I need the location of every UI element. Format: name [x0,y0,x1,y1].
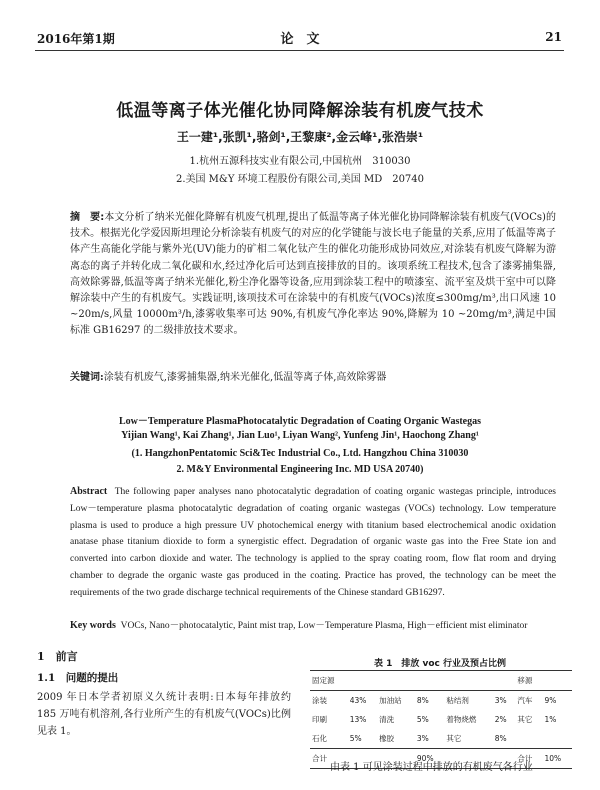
section-label: 论 文 [280,32,320,47]
table-cell: 5% [349,734,362,743]
keywords-cn [70,371,556,385]
table-cell: 3% [494,696,507,705]
table-cell: 石化 [312,734,327,743]
keywords-en-text: VOCs, Nano－photocatalytic, Paint mist trap, Low－Temperature Plasma, High－efficient mist eliminator [120,621,528,631]
table-cell: 8% [416,696,429,705]
abstract-en [70,484,556,602]
table-total-cell: 10% [542,749,572,769]
table-cell: 汽车 [517,696,533,705]
voc-table [310,670,572,769]
affiliation-2: 2.美国 M&Y 环境工程股份有限公司,美国 MD 20740 [175,174,425,185]
table-row [310,729,572,749]
body-paragraph: 2009 年日本学者初原义久统计表明:日本每年排放约 185 万吨有机溶剂,各行业所产生的有机废气(VOCs)比例见表 1。 [37,692,291,737]
continuation-text: 由表 1 可见涂装过程中排放的有机废气各行业 [330,762,533,773]
table-cell: 加油站 [379,696,402,705]
table-header-row [310,671,572,691]
table-header-cell [377,671,415,691]
paper-title-en: Low－Temperature PlasmaPhotocatalytic Degradation of Coating Organic Wastegas [118,416,481,427]
author-list: 王一建¹,张凯¹,骆剑¹,王黎康²,金云峰¹,张浩崇¹ [176,130,424,144]
table-header-cell: 移源 [515,671,542,691]
abstract-en-label: Abstract [70,486,108,497]
table-caption: 表 1 排放 voc 行业及预占比例 [373,659,507,669]
table-cell: 5% [416,715,429,724]
table-cell [542,729,572,749]
table-cell: 着物烧燃 [446,715,477,724]
table-cell: 其它 [517,715,533,724]
table-cell: 其它 [446,734,462,743]
table-cell [515,729,542,749]
table-cell: 8% [494,734,507,743]
table-header-cell: 固定源 [310,671,348,691]
author-list-en: Yijian Wang¹, Kai Zhang¹, Jian Luo¹, Liyan Wang², Yunfeng Jin¹, Haochong Zhang¹ [121,430,479,441]
keywords-en-label: Key words [70,620,116,631]
affiliation-1: 1.杭州五源科技实业有限公司,中国杭州 310030 [189,156,411,167]
header-rule [35,50,564,51]
table-header-cell [493,671,516,691]
table-cell: 13% [349,715,367,724]
table-cell: 9% [544,696,557,705]
table-cell: 涂装 [312,696,327,705]
abstract-cn [70,210,556,340]
section-heading: 1 前言 [37,650,78,663]
table-cell: 43% [349,696,367,705]
abstract-cn-label: 摘 要: [70,212,105,223]
table-cell: 3% [416,734,429,743]
paper-title: 低温等离子体光催化协同降解涂装有机废气技术 [116,101,484,121]
table-cell: 2% [494,715,507,724]
table-cell: 印刷 [312,715,327,724]
table-total-cell: 合计 [515,749,542,769]
subsection-heading: 1.1 问题的提出 [37,672,119,684]
table-header-cell [415,671,444,691]
affiliation-en-1: (1. HangzhonPentatomic Sci&Tec Industrial Co., Ltd. Hangzhou China 310030 [131,448,469,459]
abstract-en-text: The following paper analyses nano photocatalytic degradation of coating organic wastegas principle, introduces Low－temperature plasma photocatalytic degradation of coating organic wastegas (VOCs) technology. Low temperature plasma is used to produce a high pressure UV photochemical energy with titanium based electrochemical anodic oxidation anatase phase titanium dioxide to form a synergistic effect. Degradation of organic waste gas into the Free State ion and converted into carbon dioxide and water. The technology is applied to the spray coating room, flow flat room and drying chamber to degrade the organic waste gas produced in the coating. Practice has proved, the technology can be meet the requirements of the two grade discharge technical requirements of the Chinese standard GB16297. [70,487,557,598]
abstract-cn-text: 本文分析了纳米光催化降解有机废气机理,提出了低温等离子体光催化协同降解涂装有机废气(VOCs)的技术。根据光化学爱因斯坦理论分析涂装有机废气的对应的化学键能与波长电子能量的关系,应用了低温等离子体产生高能化学能与紫外光(UV)能力的矿相二氧化钛产生的催化功能形成协同效应,对涂装有机废气降解为游离态的离子并转化成二氧化碳和水,经过净化后可达到直接排放的目的。该项系统工程技术,包含了漆雾捕集器,高效除雾器,低温等离子纳米光催化,粉尘净化器等设备,应用到涂装工程中的喷漆室、流平室及烘干室中可以降解涂装中产生的有机废气。实践证明,该项技术可在涂装中的有机废气(VOCs)浓度≤300mg/m³,出口风速 10 ~20m/s,风量 10000m³/h,漆雾收集率可达 90%,有机废气净化率达 90%,降解为 10 ~20mg/m³,满足中国标准 GB16297 的二级排放技术要求。 [70,212,557,337]
table-cell: 粘结剂 [446,696,469,705]
page-number: 21 [545,30,562,44]
table-total-cell: 合计 [310,749,348,769]
table-cell: 1% [544,715,557,724]
keywords-cn-label: 关键词: [70,372,104,383]
table-cell: 清洗 [379,715,395,724]
keywords-en [70,618,556,634]
keywords-cn-text: 涂装有机废气,漆雾捕集器,纳米光催化,低温等离子体,高效除雾器 [103,372,387,383]
issue-label: 2016年第1期 [37,32,115,46]
table-row [310,691,572,711]
table-header-cell [542,671,572,691]
table-header-cell [348,671,377,691]
table-cell: 橡胶 [379,734,395,743]
table-row [310,710,572,729]
table-total-cell: 90% [415,749,444,769]
affiliation-en-2: 2. M&Y Environmental Engineering Inc. MD USA 20740) [176,464,424,475]
table-header-cell [444,671,492,691]
